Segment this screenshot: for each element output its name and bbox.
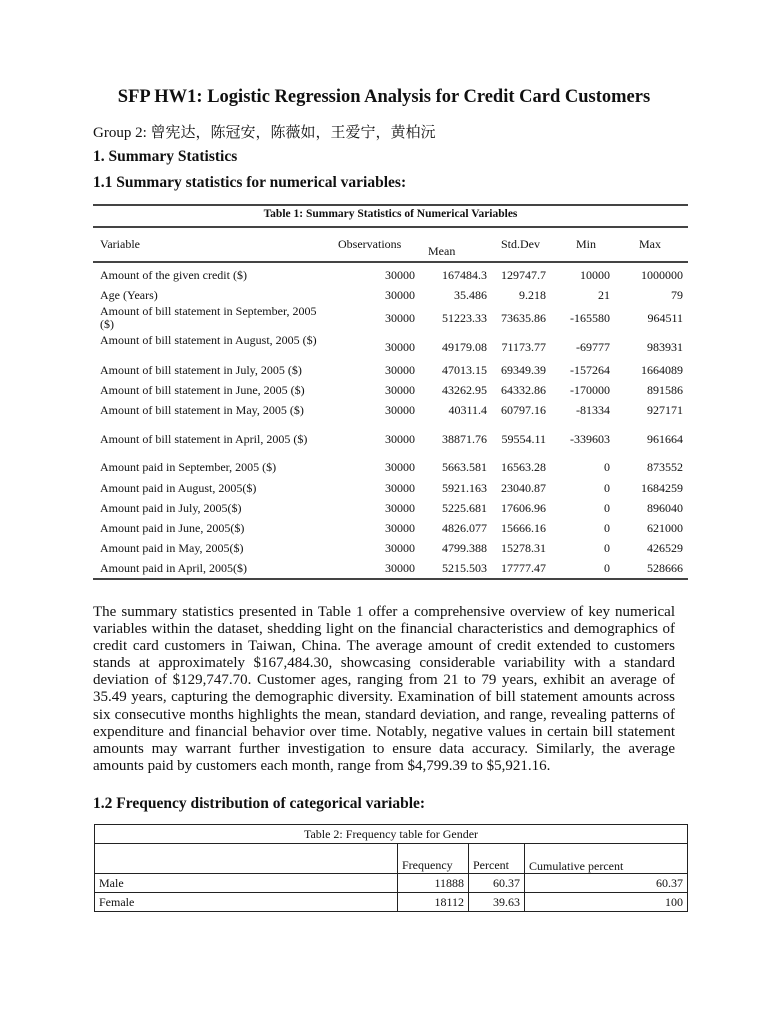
observations-value: 30000	[385, 561, 415, 575]
observations-value: 30000	[385, 460, 415, 474]
observations-value: 30000	[385, 268, 415, 282]
mean-value: 5921.163	[442, 481, 487, 495]
max-value: 873552	[647, 460, 683, 474]
header-min: Min	[576, 237, 597, 251]
min-value: -339603	[570, 432, 610, 446]
std-dev-value: 15278.31	[501, 541, 546, 555]
max-value: 961664	[647, 432, 683, 446]
variable-name: Amount of bill statement in May, 2005 ($)	[100, 403, 304, 417]
observations-value: 30000	[385, 288, 415, 302]
observations-value: 30000	[385, 383, 415, 397]
variable-name: Amount of bill statement in August, 2005 ($)	[100, 333, 317, 347]
observations-value: 30000	[385, 501, 415, 515]
header-mean: Mean	[428, 244, 456, 258]
table-rule-top	[93, 204, 688, 206]
observations-value: 30000	[385, 521, 415, 535]
mean-value: 4799.388	[442, 541, 487, 555]
section-heading-numerical-variables: 1.1 Summary statistics for numerical variables:	[93, 174, 407, 191]
std-dev-value: 9.218	[519, 288, 546, 302]
header-variable: Variable	[100, 237, 140, 251]
mean-value: 51223.33	[442, 311, 487, 325]
std-dev-value: 60797.16	[501, 403, 546, 417]
min-value: -69777	[576, 340, 610, 354]
std-dev-value: 17606.96	[501, 501, 546, 515]
observations-value: 30000	[385, 432, 415, 446]
mean-value: 35.486	[454, 288, 487, 302]
mean-value: 43262.95	[442, 383, 487, 397]
observations-value: 30000	[385, 541, 415, 555]
min-value: 0	[604, 521, 610, 535]
max-value: 1664089	[641, 363, 683, 377]
mean-value: 5663.581	[442, 460, 487, 474]
std-dev-value: 15666.16	[501, 521, 546, 535]
max-value: 621000	[647, 521, 683, 535]
mean-value: 5215.503	[442, 561, 487, 575]
std-dev-value: 59554.11	[501, 432, 546, 446]
variable-name: Amount paid in June, 2005($)	[100, 521, 245, 535]
header-observations: Observations	[338, 237, 402, 251]
variable-name: Amount paid in May, 2005($)	[100, 541, 244, 555]
mean-value: 49179.08	[442, 340, 487, 354]
min-value: -165580	[570, 311, 610, 325]
header-max: Max	[639, 237, 661, 251]
table-rule	[93, 226, 688, 228]
max-value: 927171	[647, 403, 683, 417]
frequency-value: 18112	[398, 893, 469, 912]
percent-value: 60.37	[469, 874, 525, 893]
percent-value: 39.63	[469, 893, 525, 912]
document-title: SFP HW1: Logistic Regression Analysis for Credit Card Customers	[117, 87, 651, 107]
observations-value: 30000	[385, 363, 415, 377]
std-dev-value: 64332.86	[501, 383, 546, 397]
group-members: Group 2: 曾宪达，陈冠安，陈薇如，王爱宁，黄柏沅	[93, 125, 436, 141]
variable-name: Amount paid in April, 2005($)	[100, 561, 247, 575]
std-dev-value: 129747.7	[501, 268, 546, 282]
std-dev-value: 73635.86	[501, 311, 546, 325]
max-value: 891586	[647, 383, 683, 397]
frequency-value: 11888	[398, 874, 469, 893]
header-blank	[95, 844, 398, 874]
min-value: 10000	[580, 268, 610, 282]
summary-paragraph: The summary statistics presented in Table 1 offer a comprehensive overview of key numerical variables within the dataset, shedding light on the financial characteristics and demographics of credit card customers in Taiwan, China. The average amount of credit extended to customers stands at approximately $167,484.30, showcasing considerable variability with a standard deviation of $129,747.70. Customer ages, ranging from 21 to 79 years, exhibit an average of 35.49 years, capturing the demographic diversity. Examination of bill statement amounts across six consecutive months highlights the mean, standard deviation, and range, revealing patterns of expenditure and financial behavior over time. Notably, negative values in certain bill statement amounts may warrant further investigation to ensure data accuracy. Similarly, the average amounts paid by customers each month, range from $4,799.39 to $5,921.16.	[93, 604, 675, 774]
min-value: 0	[604, 460, 610, 474]
cumulative-value: 60.37	[525, 874, 688, 893]
table-rule	[93, 261, 688, 263]
mean-value: 4826.077	[442, 521, 487, 535]
cumulative-value: 100	[525, 893, 688, 912]
variable-name: Amount of bill statement in April, 2005 ($)	[100, 432, 308, 446]
max-value: 964511	[647, 311, 683, 325]
table-row	[95, 893, 688, 912]
std-dev-value: 23040.87	[501, 481, 546, 495]
section-heading-summary-statistics: 1. Summary Statistics	[93, 148, 238, 165]
max-value: 896040	[647, 501, 683, 515]
min-value: -157264	[570, 363, 610, 377]
max-value: 983931	[647, 340, 683, 354]
variable-name: Age (Years)	[100, 288, 158, 302]
mean-value: 47013.15	[442, 363, 487, 377]
std-dev-value: 71173.77	[501, 340, 546, 354]
std-dev-value: 16563.28	[501, 460, 546, 474]
table-gender-frequency	[94, 824, 688, 912]
row-label: Male	[95, 874, 398, 893]
min-value: -81334	[576, 403, 610, 417]
max-value: 426529	[647, 541, 683, 555]
observations-value: 30000	[385, 311, 415, 325]
min-value: 0	[604, 561, 610, 575]
row-label: Female	[95, 893, 398, 912]
header-frequency: Frequency	[398, 844, 469, 874]
mean-value: 167484.3	[442, 268, 487, 282]
variable-name: Amount paid in September, 2005 ($)	[100, 460, 277, 474]
table-caption: Table 2: Frequency table for Gender	[95, 825, 688, 844]
variable-name: Amount paid in July, 2005($)	[100, 501, 242, 515]
min-value: 0	[604, 541, 610, 555]
table-row	[95, 874, 688, 893]
mean-value: 40311.4	[448, 403, 487, 417]
min-value: 0	[604, 501, 610, 515]
header-std-dev: Std.Dev	[501, 237, 540, 251]
variable-name: Amount paid in August, 2005($)	[100, 481, 257, 495]
observations-value: 30000	[385, 481, 415, 495]
header-cumulative-percent: Cumulative percent	[525, 844, 688, 874]
min-value: 21	[598, 288, 610, 302]
max-value: 1684259	[641, 481, 683, 495]
max-value: 1000000	[641, 268, 683, 282]
variable-name: Amount of bill statement in July, 2005 ($)	[100, 363, 302, 377]
table-rule-bottom	[93, 578, 688, 580]
section-heading-categorical-variable: 1.2 Frequency distribution of categorical variable:	[93, 795, 426, 812]
mean-value: 38871.76	[442, 432, 487, 446]
max-value: 79	[671, 288, 683, 302]
variable-name: Amount of bill statement in September, 2005 ($)	[100, 304, 317, 331]
observations-value: 30000	[385, 340, 415, 354]
mean-value: 5225.681	[442, 501, 487, 515]
std-dev-value: 17777.47	[501, 561, 546, 575]
variable-name: Amount of the given credit ($)	[100, 268, 247, 282]
min-value: -170000	[570, 383, 610, 397]
header-percent: Percent	[469, 844, 525, 874]
table-caption: Table 1: Summary Statistics of Numerical Variables	[263, 208, 518, 220]
std-dev-value: 69349.39	[501, 363, 546, 377]
observations-value: 30000	[385, 403, 415, 417]
min-value: 0	[604, 481, 610, 495]
variable-name: Amount of bill statement in June, 2005 ($)	[100, 383, 305, 397]
max-value: 528666	[647, 561, 683, 575]
